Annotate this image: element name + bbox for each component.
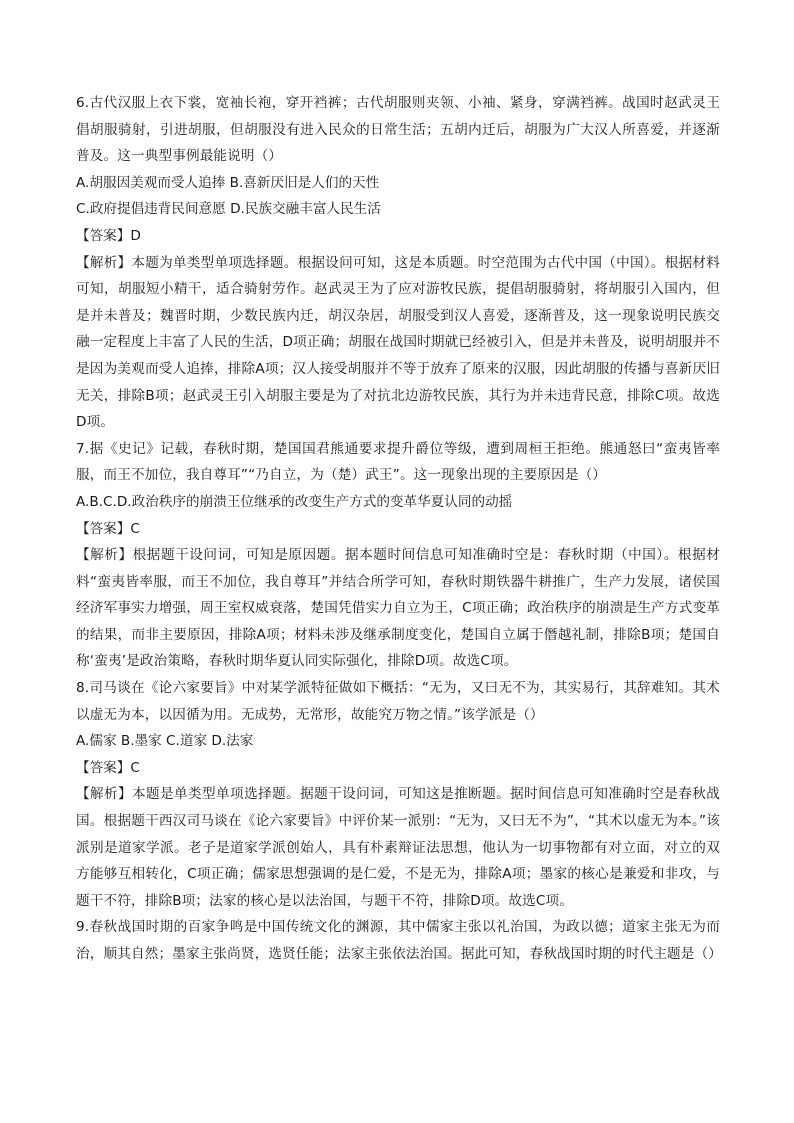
question-6-answer: 【答案】D (76, 227, 141, 244)
question-7-analysis: 【解析】根据题干设问词，可知是原因题。据本题时间信息可知准确时空是：春秋时期（中国）。根据材料“蛮夷皆率服，而王不加位，我自尊耳”并结合所学可知，春秋时期铁器牛耕推广，生产力发展，诸侯国经济军事实力增强，周王室权威衰落，楚国凭借实力自立为王，C项正确；政治秩序的崩溃是生产方式变革的结果，而非主要原因，排除A项；材料未涉及继承制度变化，楚国自立属于僭越礼制，排除B项；楚国自称‘蛮夷’是政治策略，春秋时期华夏认同实际强化，排除D项。故选C项。 (76, 547, 720, 670)
question-8-analysis: 【解析】本题是单类型单项选择题。据题干设问词，可知这是推断题。据时间信息可知准确时空是春秋战国。根据题干西汉司马谈在《论六家要旨》中评价某一派别：“无为，又曰无不为”，“其术以虚无为本。”该派别是道家学派。老子是道家学派创始人，具有朴素辩证法思想，他认为一切事物都有对立面，对立的双方能够互相转化，C项正确；儒家思想强调的是仁爱，不是无为，排除A项；墨家的核心是兼爱和非攻，与题干不符，排除B项；法家的核心是以法治国，与题干不符，排除D项。故选C项。 (76, 786, 720, 909)
question-8-options: A.儒家 B.墨家 C.道家 D.法家 (76, 733, 254, 750)
question-6-options-cd: C.政府提倡违背民间意愿 D.民族交融丰富人民生活 (76, 201, 381, 218)
document-body (76, 90, 720, 968)
question-7-answer: 【答案】C (76, 520, 140, 537)
question-9-stem: 9.春秋战国时期的百家争鸣是中国传统文化的渊源，其中儒家主张以礼治国，为政以德；道家主张无为而治，顺其自然；墨家主张尚贤，选贤任能；法家主张依法治国。据此可知，春秋战国时期的时代主题是（） (76, 919, 722, 962)
question-7-options: A.B.C.D.政治秩序的崩溃王位继承的改变生产方式的变革华夏认同的动摇 (76, 493, 513, 510)
question-7-stem: 7.据《史记》记载，春秋时期，楚国国君熊通要求提升爵位等级，遭到周桓王拒绝。熊通怒曰“蛮夷皆率服，而王不加位，我自尊耳”“乃自立，为（楚）武王”。这一现象出现的主要原因是（） (76, 440, 720, 484)
question-8-stem: 8.司马谈在《论六家要旨》中对某学派特征做如下概括：“无为，又曰无不为，其实易行，其辞难知。其术以虚无为本，以因循为用。无成势，无常形，故能究万物之情。”该学派是（） (76, 680, 720, 723)
question-6-analysis: 【解析】本题为单类型单项选择题。根据设问可知，这是本质题。时空范围为古代中国（中国）。根据材料可知，胡服短小精干，适合骑射劳作。赵武灵王为了应对游牧民族，提倡胡服骑射，将胡服引入国内，但是并未普及；魏晋时期，少数民族内迁，胡汉杂居，胡服受到汉人喜爱，逐渐普及，这一现象说明民族交融一定程度上丰富了人民的生活，D项正确；胡服在战国时期就已经被引入，但是并未普及，说明胡服并不是因为美观而受人追捧，排除A项；汉人接受胡服并不等于放弃了原来的汉服，因此胡服的传播与喜新厌旧无关，排除B项；赵武灵王引入胡服主要是为了对抗北边游牧民族，其行为并未违背民意，排除C项。故选D项。 (76, 254, 720, 431)
question-8-answer: 【答案】C (76, 759, 140, 776)
question-6-stem: 6.古代汉服上衣下裳，宽袖长袍，穿开裆裤；古代胡服则夹领、小袖、紧身，穿满裆裤。战国时赵武灵王倡胡服骑射，引进胡服，但胡服没有进入民众的日常生活；五胡内迁后，胡服为广大汉人所喜爱，并逐渐普及。这一典型事例最能说明（） (76, 95, 720, 165)
question-6-options-ab: A.胡服因美观而受人追捧 B.喜新厌旧是人们的天性 (76, 174, 380, 191)
